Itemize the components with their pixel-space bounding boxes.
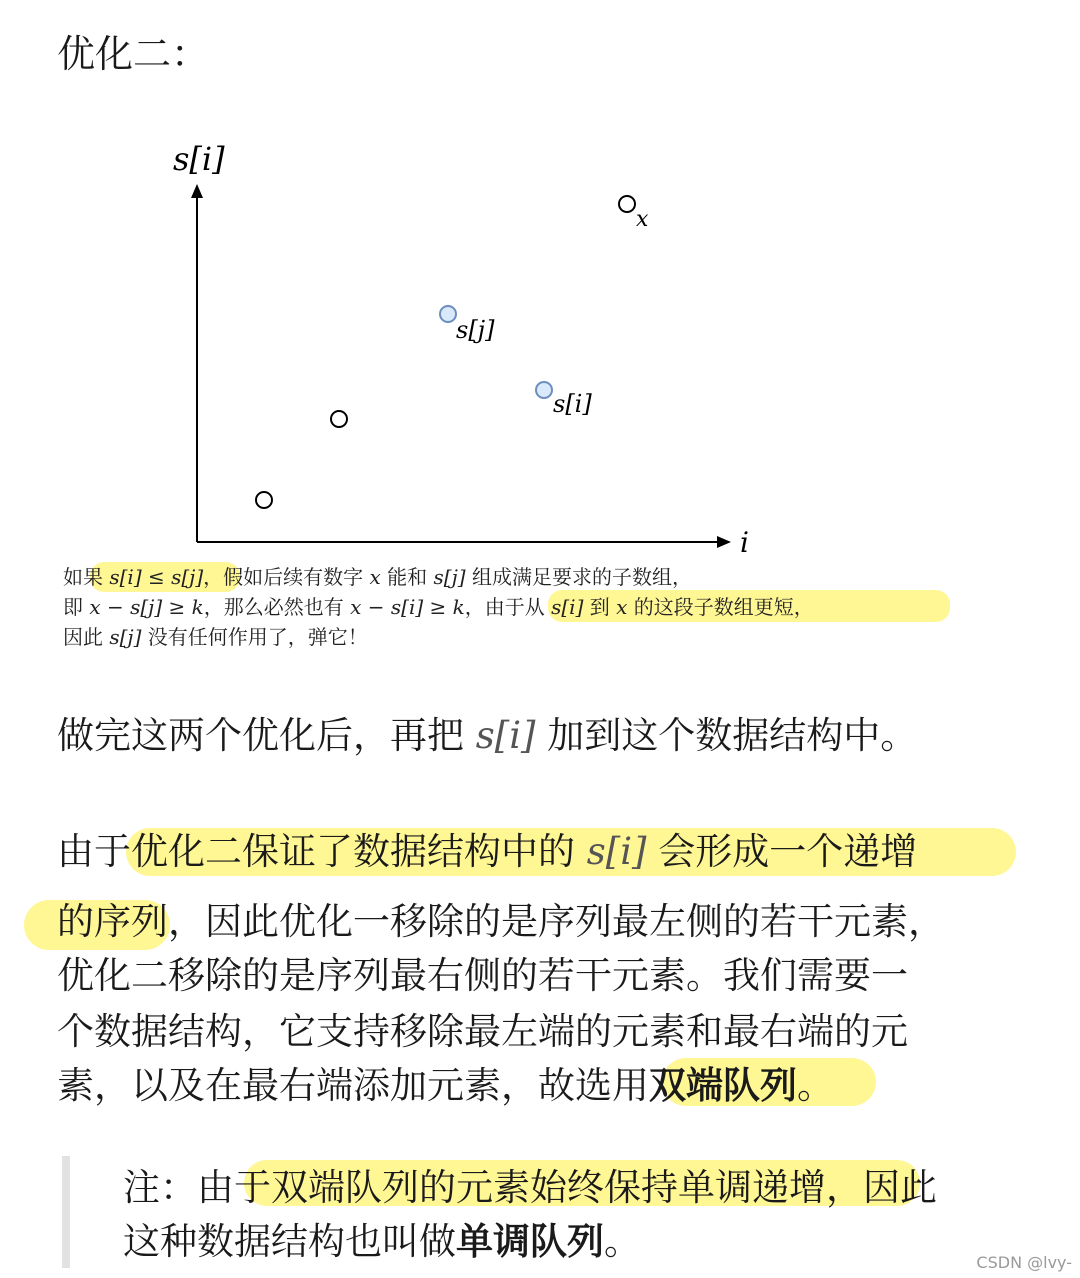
paragraph-2-line1: 由于优化二保证了数据结构中的 s[i] 会形成一个递增 — [57, 830, 918, 873]
figure-caption-line2: 即 x − s[j] ≥ k，那么必然也有 x − s[i] ≥ k，由于从 s[i] 到 x 的这段子数组更短， — [63, 595, 814, 619]
point-sj — [440, 306, 456, 322]
watermark: CSDN @lvy- — [976, 1253, 1072, 1272]
note-line2: 这种数据结构也叫做单调队列。 — [123, 1220, 641, 1263]
figure-caption-line3: 因此 s[j] 没有任何作用了，弹它！ — [63, 625, 368, 649]
paragraph-2-line4: 个数据结构，它支持移除最左端的元素和最右端的元 — [57, 1010, 908, 1053]
point-x — [619, 196, 635, 212]
y-axis-arrow — [191, 184, 203, 198]
paragraph-2-line5: 素，以及在最右端添加元素，故选用双端队列。 — [57, 1064, 834, 1107]
paragraph-1: 做完这两个优化后，再把 s[i] 加到这个数据结构中。 — [57, 714, 918, 757]
blockquote-bar — [62, 1156, 70, 1268]
note-line1: 注：由于双端队列的元素始终保持单调递增，因此 — [123, 1166, 937, 1209]
paragraph-2-line2: 的序列，因此优化一移除的是序列最左侧的若干元素， — [57, 900, 945, 943]
x-axis-arrow — [717, 536, 731, 548]
section-heading: 优化二： — [57, 32, 210, 76]
point-sj-label: s[j] — [456, 316, 495, 344]
figure-axes — [197, 192, 722, 542]
x-axis-label: i — [740, 526, 749, 559]
y-axis-label: s[i] — [173, 140, 225, 178]
point-plain-2 — [256, 492, 272, 508]
paragraph-2-line3: 优化二移除的是序列最右侧的若干元素。我们需要一 — [57, 954, 908, 997]
point-si — [536, 382, 552, 398]
point-si-label: s[i] — [553, 390, 592, 418]
point-plain-1 — [331, 411, 347, 427]
point-x-label: x — [636, 207, 649, 232]
figure-caption-line1: 如果 s[i] ≤ s[j]，假如后续有数字 x 能和 s[j] 组成满足要求的子数组， — [63, 565, 692, 589]
